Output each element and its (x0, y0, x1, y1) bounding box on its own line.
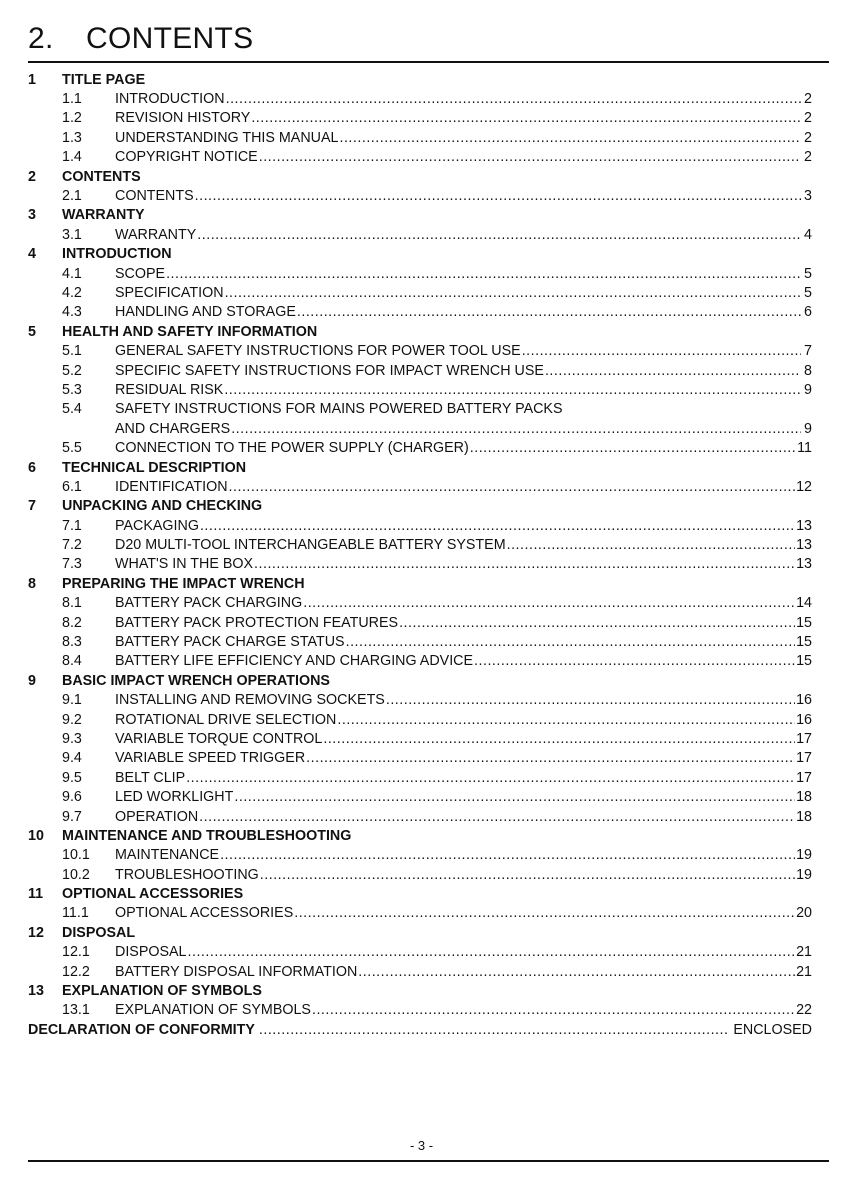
entry-page: 8 (804, 362, 812, 379)
section-title: MAINTENANCE AND TROUBLESHOOTING (62, 827, 352, 844)
section-number: 5 (28, 323, 36, 340)
section-number: 13 (28, 983, 44, 1000)
entry-title: SAFETY INSTRUCTIONS FOR MAINS POWERED BATTERY PACKS (115, 401, 563, 418)
entry-number: 9.1 (62, 692, 82, 709)
dot-leader (195, 188, 801, 204)
entry-page: 18 (796, 808, 812, 825)
entry-page: 14 (796, 595, 812, 612)
entry-page: 18 (796, 789, 812, 806)
section-title: PREPARING THE IMPACT WRENCH (62, 575, 305, 592)
entry-page: 16 (796, 711, 812, 728)
toc-entry[interactable] (28, 632, 812, 651)
entry-title: TROUBLESHOOTING (115, 866, 259, 883)
dot-leader (474, 653, 795, 669)
entry-page: 3 (804, 188, 812, 205)
entry-number: 5.4 (62, 401, 82, 418)
entry-page: 15 (796, 653, 812, 670)
entry-number: 1.1 (62, 91, 82, 108)
entry-page: 17 (796, 730, 812, 747)
toc-entry[interactable] (28, 710, 812, 729)
section-title: TITLE PAGE (62, 71, 146, 88)
dot-leader (220, 847, 795, 863)
entry-number: 10.1 (62, 847, 90, 864)
dot-leader (197, 227, 801, 243)
entry-number: 8.4 (62, 653, 82, 670)
toc-entry[interactable] (28, 943, 812, 962)
entry-page: 19 (796, 847, 812, 864)
toc-entry[interactable] (28, 303, 812, 322)
entry-page: 15 (796, 634, 812, 651)
entry-page: 2 (804, 91, 812, 108)
dot-leader (231, 421, 801, 437)
entry-page: 9 (804, 420, 812, 437)
entry-number: 5.3 (62, 381, 82, 398)
bottom-divider (28, 1160, 829, 1162)
entry-title: INSTALLING AND REMOVING SOCKETS (115, 692, 385, 709)
section-title: INTRODUCTION (62, 246, 172, 263)
toc-section-heading[interactable] (28, 981, 812, 1000)
entry-number: 5.2 (62, 362, 82, 379)
entry-number: 5.5 (62, 440, 82, 457)
toc-entry[interactable] (28, 729, 812, 748)
section-title: OPTIONAL ACCESSORIES (62, 886, 244, 903)
entry-number: 13.1 (62, 1002, 90, 1019)
section-number: 11 (28, 886, 44, 903)
toc-entry[interactable] (28, 186, 812, 205)
toc-section-heading[interactable] (28, 458, 812, 477)
entry-number: 9.3 (62, 730, 82, 747)
toc-declaration[interactable] (28, 1020, 812, 1039)
toc-entry[interactable] (28, 438, 812, 457)
dot-leader (470, 440, 796, 456)
dot-leader (306, 750, 795, 766)
entry-page: 9 (804, 381, 812, 398)
section-number: 6 (28, 459, 36, 476)
toc-section-heading[interactable] (28, 574, 812, 593)
entry-title: LED WORKLIGHT (115, 789, 234, 806)
entry-title: MAINTENANCE (115, 847, 220, 864)
toc-entry[interactable] (28, 361, 812, 380)
entry-number: 8.3 (62, 634, 82, 651)
declaration-page: ENCLOSED (733, 1021, 812, 1038)
dot-leader (303, 595, 795, 611)
entry-page: 2 (804, 129, 812, 146)
entry-number: 4.2 (62, 284, 82, 301)
entry-title: WHAT'S IN THE BOX (115, 556, 254, 573)
entry-title: CONTENTS (115, 188, 194, 205)
dot-leader (346, 634, 796, 650)
section-title: DISPOSAL (62, 924, 136, 941)
entry-title: VARIABLE SPEED TRIGGER (115, 750, 306, 767)
entry-number: 9.7 (62, 808, 82, 825)
entry-page: 21 (796, 963, 812, 980)
entry-title: SCOPE (115, 265, 166, 282)
section-title: CONTENTS (62, 168, 141, 185)
entry-page: 6 (804, 304, 812, 321)
entry-number: 11.1 (62, 905, 89, 922)
entry-page: 15 (796, 614, 812, 631)
dot-leader (297, 304, 801, 320)
dot-leader (251, 110, 801, 126)
entry-number: 7.1 (62, 517, 82, 534)
entry-number: 7.2 (62, 537, 82, 554)
toc-entry[interactable] (28, 749, 812, 768)
entry-title: BELT CLIP (115, 769, 186, 786)
section-title: UNPACKING AND CHECKING (62, 498, 263, 515)
dot-leader (260, 867, 795, 883)
dot-leader (386, 692, 795, 708)
entry-page: 19 (796, 866, 812, 883)
dot-leader (312, 1002, 795, 1018)
entry-title: EXPLANATION OF SYMBOLS (115, 1002, 311, 1019)
entry-page: 5 (804, 265, 812, 282)
toc-entry[interactable] (28, 594, 812, 613)
entry-page: 13 (796, 517, 812, 534)
toc-entry[interactable] (28, 904, 812, 923)
toc-entry-continued[interactable] (28, 419, 812, 438)
entry-number: 3.1 (62, 226, 82, 243)
dot-leader (225, 285, 801, 301)
entry-page: 17 (796, 769, 812, 786)
toc-entry[interactable] (28, 128, 812, 147)
section-number: 8 (28, 575, 36, 592)
toc-section-heading[interactable] (28, 245, 812, 264)
entry-page: 16 (796, 692, 812, 709)
entry-page: 13 (796, 556, 812, 573)
dot-leader (254, 556, 795, 572)
entry-title: BATTERY LIFE EFFICIENCY AND CHARGING ADVICE (115, 653, 474, 670)
toc-entry[interactable] (28, 1001, 812, 1020)
entry-page: 22 (796, 1002, 812, 1019)
dot-leader (545, 363, 801, 379)
section-number: 3 (28, 207, 36, 224)
toc-entry[interactable] (28, 148, 812, 167)
entry-number: 9.2 (62, 711, 82, 728)
dot-leader (339, 130, 801, 146)
toc-entry[interactable] (28, 341, 812, 360)
entry-title: HANDLING AND STORAGE (115, 304, 296, 321)
section-number: 10 (28, 827, 44, 844)
entry-title: D20 MULTI-TOOL INTERCHANGEABLE BATTERY SYSTEM (115, 537, 506, 554)
toc-entry[interactable] (28, 865, 812, 884)
section-number: 12 (28, 924, 44, 941)
entry-title: UNDERSTANDING THIS MANUAL (115, 129, 339, 146)
dot-leader (199, 809, 795, 825)
entry-number: 4.1 (62, 265, 82, 282)
toc-entry[interactable] (28, 477, 812, 496)
entry-title: WARRANTY (115, 226, 197, 243)
entry-page: 20 (796, 905, 812, 922)
toc-entry[interactable] (28, 807, 812, 826)
dot-leader (234, 789, 795, 805)
toc-entry[interactable] (28, 516, 812, 535)
entry-page: 12 (796, 478, 812, 495)
dot-leader (188, 944, 796, 960)
entry-title: BATTERY PACK PROTECTION FEATURES (115, 614, 399, 631)
toc-entry[interactable] (28, 400, 812, 419)
entry-title: DISPOSAL (115, 944, 187, 961)
toc-entry[interactable] (28, 787, 812, 806)
toc-section-heading[interactable] (28, 923, 812, 942)
section-title: HEALTH AND SAFETY INFORMATION (62, 323, 318, 340)
toc-entry[interactable] (28, 962, 812, 981)
entry-title: ROTATIONAL DRIVE SELECTION (115, 711, 337, 728)
entry-title: COPYRIGHT NOTICE (115, 149, 258, 166)
dot-leader (399, 615, 795, 631)
toc-entry[interactable] (28, 225, 812, 244)
section-title: TECHNICAL DESCRIPTION (62, 459, 247, 476)
entry-number: 9.5 (62, 769, 82, 786)
section-title: WARRANTY (62, 207, 145, 224)
entry-title: VARIABLE TORQUE CONTROL (115, 730, 323, 747)
entry-title: BATTERY DISPOSAL INFORMATION (115, 963, 358, 980)
entry-title: INTRODUCTION (115, 91, 225, 108)
entry-number: 6.1 (62, 478, 82, 495)
toc-entry[interactable] (28, 380, 812, 399)
toc-entry[interactable] (28, 535, 812, 554)
entry-number: 8.2 (62, 614, 82, 631)
toc-entry[interactable] (28, 613, 812, 632)
entry-page: 5 (804, 284, 812, 301)
toc-section-heading[interactable] (28, 671, 812, 690)
dot-leader (229, 479, 796, 495)
toc-section-heading[interactable] (28, 206, 812, 225)
entry-title: SPECIFICATION (115, 284, 224, 301)
entry-page: 2 (804, 110, 812, 127)
dot-leader (358, 964, 795, 980)
entry-title: BATTERY PACK CHARGE STATUS (115, 634, 345, 651)
entry-number: 1.3 (62, 129, 82, 146)
dot-leader (337, 712, 795, 728)
entry-number: 1.2 (62, 110, 82, 127)
dot-leader (186, 770, 795, 786)
dot-leader (224, 382, 801, 398)
entry-title: IDENTIFICATION (115, 478, 228, 495)
entry-title: GENERAL SAFETY INSTRUCTIONS FOR POWER TOOL USE (115, 343, 521, 360)
entry-title-continued: AND CHARGERS (115, 420, 231, 437)
toc-entry[interactable] (28, 652, 812, 671)
entry-title: SPECIFIC SAFETY INSTRUCTIONS FOR IMPACT WRENCH USE (115, 362, 544, 379)
dot-leader (259, 1022, 729, 1038)
entry-number: 7.3 (62, 556, 82, 573)
section-title: EXPLANATION OF SYMBOLS (62, 983, 262, 1000)
entry-page: 21 (796, 944, 812, 961)
entry-number: 12.2 (62, 963, 90, 980)
section-number: 4 (28, 246, 36, 263)
entry-page: 11 (797, 440, 812, 457)
dot-leader (166, 266, 801, 282)
section-title: BASIC IMPACT WRENCH OPERATIONS (62, 672, 330, 689)
entry-number: 4.3 (62, 304, 82, 321)
entry-page: 17 (796, 750, 812, 767)
toc-section-heading[interactable] (28, 70, 812, 89)
page-number: - 3 - (409, 1138, 434, 1153)
toc-entry[interactable] (28, 691, 812, 710)
toc-entry[interactable] (28, 768, 812, 787)
toc-entry[interactable] (28, 109, 812, 128)
toc-section-heading[interactable] (28, 167, 812, 186)
section-number: 7 (28, 498, 36, 515)
dot-leader (522, 343, 801, 359)
dot-leader (259, 149, 801, 165)
entry-page: 4 (804, 226, 812, 243)
toc-section-heading[interactable] (28, 322, 812, 341)
entry-number: 12.1 (62, 944, 90, 961)
entry-page: 13 (796, 537, 812, 554)
entry-number: 9.4 (62, 750, 82, 767)
entry-number: 2.1 (62, 188, 82, 205)
section-number: 2 (28, 168, 36, 185)
toc-entry[interactable] (28, 264, 812, 283)
entry-title: RESIDUAL RISK (115, 381, 224, 398)
entry-title: REVISION HISTORY (115, 110, 251, 127)
toc-section-heading[interactable] (28, 497, 812, 516)
section-number: 1 (28, 71, 36, 88)
toc-section-heading[interactable] (28, 826, 812, 845)
entry-title: CONNECTION TO THE POWER SUPPLY (CHARGER) (115, 440, 469, 457)
top-divider (28, 61, 829, 63)
declaration-title: DECLARATION OF CONFORMITY (28, 1021, 255, 1038)
page-title (28, 22, 253, 56)
entry-page: 7 (804, 343, 812, 360)
page-title-text: CONTENTS (86, 22, 254, 55)
section-number: 9 (28, 672, 36, 689)
table-of-contents (28, 70, 812, 1040)
dot-leader (507, 537, 795, 553)
page-title-number: 2. (28, 22, 54, 55)
dot-leader (294, 905, 795, 921)
entry-title: BATTERY PACK CHARGING (115, 595, 303, 612)
entry-number: 9.6 (62, 789, 82, 806)
entry-title: PACKAGING (115, 517, 199, 534)
dot-leader (323, 731, 795, 747)
entry-number: 1.4 (62, 149, 82, 166)
toc-entry[interactable] (28, 283, 812, 302)
entry-number: 10.2 (62, 866, 90, 883)
entry-number: 8.1 (62, 595, 82, 612)
entry-page: 2 (804, 149, 812, 166)
toc-entry[interactable] (28, 89, 812, 108)
entry-title: OPERATION (115, 808, 199, 825)
entry-number: 5.1 (62, 343, 82, 360)
dot-leader (226, 91, 801, 107)
entry-title: OPTIONAL ACCESSORIES (115, 905, 294, 922)
dot-leader (200, 518, 795, 534)
toc-entry[interactable] (28, 555, 812, 574)
toc-section-heading[interactable] (28, 884, 812, 903)
toc-entry[interactable] (28, 846, 812, 865)
